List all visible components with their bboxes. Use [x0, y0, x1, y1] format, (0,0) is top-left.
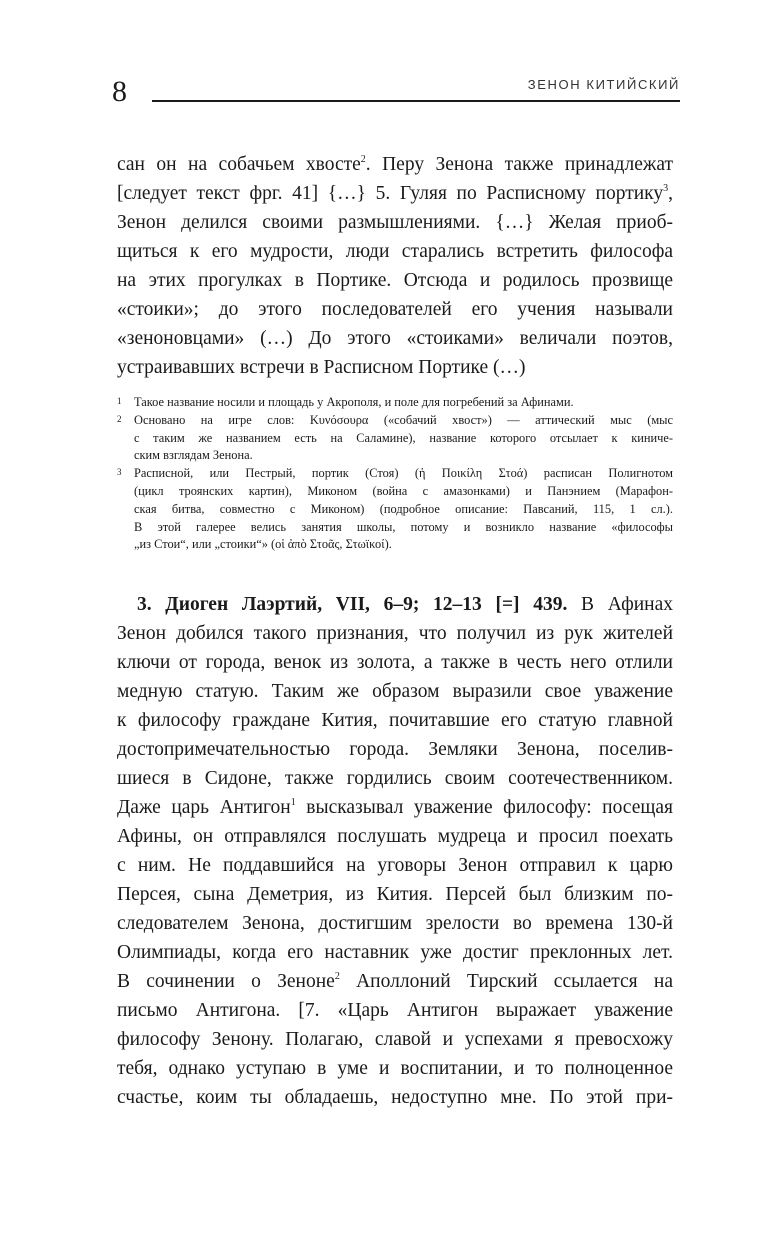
footnote [117, 412, 673, 465]
text-span: В сочинении о Зеноне [117, 971, 335, 992]
footnote-line: Расписной, или Пестрый, портик (Стоя) (ἡ Ποικίλη Στοά) расписан Полигнотом [134, 466, 673, 481]
footnote-ref: 2 [360, 154, 366, 165]
footnote [117, 465, 673, 554]
text-line: философу Зенону. Полагаю, славой и успехами я превосхожу [117, 1029, 673, 1050]
footnote-line: с таким же названием есть на Саламине), название которого отсылает к киниче- [134, 430, 673, 445]
footnotes [117, 394, 673, 554]
footnote-ref: 3 [663, 183, 669, 194]
header-rule [152, 100, 680, 102]
main-text-block-1 [117, 150, 673, 382]
text-line: Персея, сына Деметрия, из Кития. Персей был близким по- [117, 884, 673, 905]
footnote-number: 2 [117, 413, 122, 424]
footnote-line: В этой галерее велись занятия школы, потому и возникло название «философы [134, 519, 673, 534]
text-line [117, 967, 673, 996]
text-line: с ним. Не поддавшийся на уговоры Зенон отправил к царю [117, 855, 673, 876]
footnote-line: Основано на игре слов: Κυνόσουρα («собачий хвост») — аттический мыс (мыс [134, 412, 673, 427]
footnote-ref: 1 [290, 797, 296, 808]
footnote-line: ская битва, совместно с Миконом) (подробное описание: Павсаний, 115, 1 сл.). [134, 501, 673, 516]
text-line: тебя, однако уступаю в уме и воспитании, и то полноценное [117, 1058, 673, 1079]
text-line: устраивавших встречи в Расписном Портике (…) [117, 357, 526, 378]
text-line [117, 590, 673, 619]
text-span: В Афинах [567, 594, 673, 615]
text-line: Зенон делился своими размышлениями. {…} Желая приоб- [117, 212, 673, 233]
text-line: счастье, коим ты обладаешь, недоступно мне. По этой при- [117, 1087, 673, 1108]
text-line: «зеноновцами» (…) До этого «стоиками» величали поэтов, [117, 328, 673, 349]
text-line: достопримечательностью города. Земляки Зенона, поселив- [117, 739, 673, 760]
text-line: ключи от города, венок из золота, а также в честь него отлили [117, 652, 673, 673]
running-title: ЗЕНОН КИТИЙСКИЙ [527, 77, 680, 92]
text-line: на этих прогулках в Портике. Отсюда и родилось прозвище [117, 270, 673, 291]
footnote-number: 3 [117, 467, 122, 478]
text-span: , [668, 183, 673, 204]
text-line [117, 179, 673, 208]
text-span: Даже царь Антигон [117, 797, 291, 818]
page-header [112, 72, 680, 112]
text-span: высказывал уважение философу: посещая [295, 797, 673, 818]
text-line: медную статую. Таким же образом выразили свое уважение [117, 681, 673, 702]
footnote-number: 1 [117, 396, 122, 406]
text-line: щиться к его мудрости, люди старались встретить философа [117, 241, 673, 262]
text-line: к философу граждане Кития, почитавшие его статую главной [117, 710, 673, 731]
main-text-block-2 [117, 590, 673, 1112]
text-line: Зенон добился такого признания, что получил из рук жителей [117, 623, 673, 644]
footnote-line: (цикл троянских картин), Миконом (война с амазонками) и Панэнием (Марафон- [134, 483, 673, 498]
text-line [117, 150, 673, 179]
text-line: Олимпиады, когда его наставник уже достиг преклонных лет. [117, 942, 673, 963]
footnote-line: ским взглядам Зенона. [134, 448, 253, 463]
text-line [117, 793, 673, 822]
text-span: [следует текст фрг. 41] {…} 5. Гуляя по Расписному портику [117, 183, 664, 204]
text-line: письмо Антигона. [7. «Царь Антигон выражает уважение [117, 1000, 673, 1021]
text-span: Аполлоний Тирский ссылается на [339, 971, 673, 992]
footnote-ref: 2 [334, 971, 340, 982]
text-line: «стоики»; до этого последователей его учения называли [117, 299, 673, 320]
footnote-line: Такое название носили и площадь у Акрополя, и поле для погребений за Афинами. [134, 395, 574, 409]
footnote [117, 394, 673, 412]
text-span: . Перу Зенона также принадлежат [365, 154, 673, 175]
text-line: Афины, он отправлялся послушать мудреца и просил поехать [117, 826, 673, 847]
source-citation: 3. Диоген Лаэртий, VII, 6–9; 12–13 [=] 439. [137, 594, 568, 615]
page-number: 8 [112, 75, 127, 108]
text-line: следователем Зенона, достигшим зрелости во времена 130-й [117, 913, 673, 934]
footnote-line: „из Стои“, или „стоики“» (οἱ ἀπὸ Στοᾶς, Στωϊκοί). [134, 537, 392, 552]
text-line: шиеся в Сидоне, также гордились своим соотечественником. [117, 768, 673, 789]
text-span: сан он на собачьем хвосте [117, 154, 361, 175]
